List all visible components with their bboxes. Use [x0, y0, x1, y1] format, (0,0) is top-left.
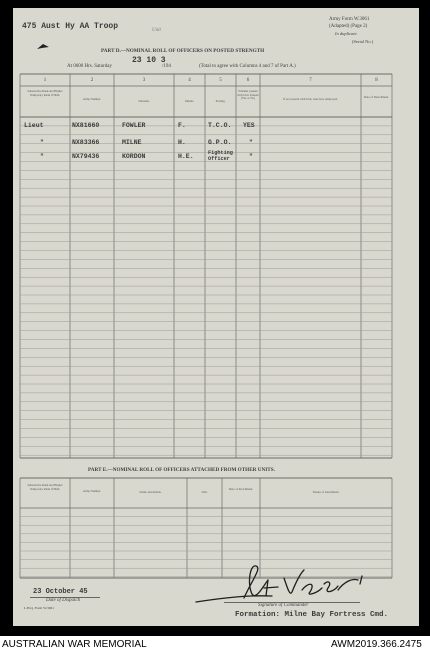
row-rank: Lieut [24, 122, 44, 129]
col-number-3: 3 [142, 78, 146, 83]
archive-name: AUSTRALIAN WAR MEMORIAL [2, 639, 147, 650]
header-employment: If not present with Unit, state how employed. [283, 97, 338, 101]
total-note: (Total to agree with Columns 4 and 7 of Part A.) [199, 64, 296, 69]
header-rank: Substantive Rank and Higher Temporary Rank if Held. [27, 89, 63, 97]
row-present: " [249, 139, 253, 146]
header-initials: Initials. [184, 99, 195, 103]
row-surname: MILNE [122, 139, 142, 146]
row-initials: H. [178, 139, 186, 146]
header-detachment-date: Date of Detachment. [364, 95, 389, 99]
col-number-6: 6 [246, 78, 250, 83]
dispatch-label: Date of Dispatch [46, 598, 81, 603]
part-d-title: PART D.—NOMINAL ROLL OF OFFICERS ON POSTED STRENGTH [101, 48, 265, 54]
header-present: Whether present with Unit. Present (Yes or No) [237, 89, 259, 101]
col-number-5: 5 [219, 78, 222, 83]
row-initials: F. [178, 122, 186, 129]
as-at-label: At 0600 Hrs. Saturday [67, 64, 112, 69]
col-number-8: 8 [375, 78, 378, 83]
col-number-2: 2 [90, 78, 94, 83]
signature-label: Signature of Commander [258, 603, 309, 608]
header-e-name: Name and Initials. [139, 490, 162, 494]
dispatch-date: 23 October 45 [33, 588, 88, 596]
header-e-nature: Nature of Attachment. [312, 490, 340, 494]
row-army-number: NX83366 [72, 139, 100, 146]
header-posting: Posting. [215, 99, 226, 103]
row-posting: G.P.O. [208, 139, 232, 146]
roll-date: 23 10 3 [132, 56, 166, 65]
row-army-number: NX79436 [72, 153, 100, 160]
col-number-1: 1 [43, 78, 47, 83]
header-e-attachment-date: Date of Attachment. [228, 487, 254, 491]
row-rank: " [40, 139, 44, 146]
part-e-title: PART E.—NOMINAL ROLL OF OFFICERS ATTACHED FROM OTHER UNITS. [88, 467, 275, 473]
col-number-4: 4 [188, 78, 191, 83]
col-number-7: 7 [309, 78, 312, 83]
accession-number: AWM2019.366.2475 [331, 639, 422, 650]
row-posting: T.C.O. [208, 122, 232, 129]
header-army-number: Army Number. [82, 97, 102, 101]
header-e-unit: Unit. [201, 490, 208, 494]
unit-name: 475 Aust Hy AA Troop [22, 22, 119, 31]
year-label: /194 [162, 64, 171, 69]
print-code: L.H.Q. Form W.3061 [24, 606, 54, 610]
row-surname: FOWLER [122, 122, 146, 129]
header-e-army-number: Army Number. [82, 489, 102, 493]
header-e-rank: Substantive Rank and Higher Temporary Rank if Held. [27, 483, 63, 491]
row-surname: KORDON [122, 153, 146, 160]
row-posting: Fighting Officer [208, 150, 233, 162]
form-page: (Adapted) (Page 2) [329, 24, 368, 29]
formation: Formation: Milne Bay Fortress Cmd. [235, 611, 389, 619]
row-army-number: NX81660 [72, 122, 100, 129]
row-rank: " [40, 153, 44, 160]
archive-footer [0, 636, 430, 653]
form-lines: In duplicate. [335, 31, 358, 36]
row-initials: H.E. [178, 153, 194, 160]
form-id: Army Form W.3061 [329, 17, 370, 22]
serial-label: (Serial No.) [352, 39, 374, 44]
row-present: YES [243, 122, 255, 129]
header-surname: Surname. [138, 99, 150, 103]
unit-label: Unit [152, 28, 161, 33]
row-present: " [249, 153, 253, 160]
